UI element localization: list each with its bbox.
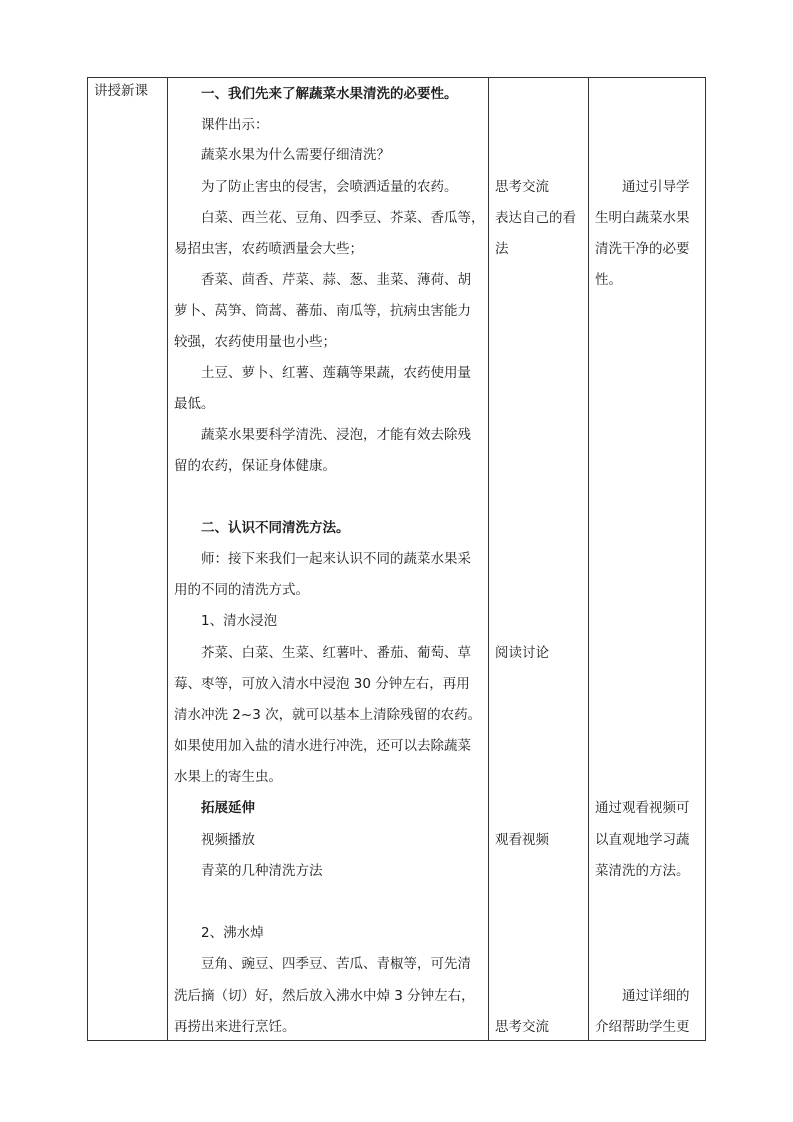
text-line: 师：接下来我们一起来认识不同的蔬菜水果采 (201, 551, 471, 567)
intent-text: 清洗干净的必要 (595, 241, 690, 257)
extension-title: 拓展延伸 (201, 800, 255, 816)
text-line: 易招虫害，农药喷洒量会大些； (174, 241, 363, 257)
activity-text: 思考交流 (495, 179, 549, 195)
text-line: 蔬菜水果要科学清洗、浸泡，才能有效去除残 (201, 427, 471, 443)
text-line: 芥菜、白菜、生菜、红薯叶、番茄、葡萄、草 (201, 645, 471, 661)
method-title: 2、沸水焯 (201, 925, 264, 941)
intent-text: 生明白蔬菜水果 (595, 210, 690, 226)
column-divider (167, 78, 168, 1040)
method-title: 1、清水浸泡 (201, 613, 278, 629)
video-name: 青菜的几种清洗方法 (201, 863, 323, 879)
text-line: 视频播放 (201, 832, 255, 848)
activity-text: 思考交流 (495, 1019, 549, 1035)
text-line: 用的不同的清洗方式。 (174, 582, 309, 598)
section-title: 二、认识不同清洗方法。 (201, 520, 350, 536)
text-line: 香菜、茴香、芹菜、蒜、葱、韭菜、薄荷、胡 (201, 272, 471, 288)
text-line: 萝卜、莴笋、筒蒿、蕃茄、南瓜等，抗病虫害能力 (174, 303, 471, 319)
section-title: 一、我们先来了解蔬菜水果清洗的必要性。 (201, 86, 458, 102)
text-line: 再捞出来进行烹饪。 (174, 1019, 296, 1035)
text-line: 较强，农药使用量也小些； (174, 334, 336, 350)
intent-text: 性。 (595, 272, 622, 288)
text-line: 留的农药，保证身体健康。 (174, 458, 336, 474)
text-line: 洗后摘（切）好，然后放入沸水中焯 3 分钟左右， (174, 988, 475, 1004)
column-divider (588, 78, 589, 1040)
text-line: 为了防止害虫的侵害，会喷洒适量的农药。 (201, 179, 458, 195)
text-line: 水果上的寄生虫。 (174, 769, 282, 785)
intent-text: 菜清洗的方法。 (595, 863, 690, 879)
intent-text: 通过观看视频可 (595, 800, 690, 816)
activity-text: 阅读讨论 (495, 645, 549, 661)
text-line: 清水冲洗 2~3 次，就可以基本上清除残留的农药。 (174, 707, 482, 723)
activity-text: 观看视频 (495, 832, 549, 848)
text-line: 白菜、西兰花、豆角、四季豆、芥菜、香瓜等， (201, 210, 485, 226)
activity-text: 法 (495, 241, 509, 257)
text-line: 土豆、萝卜、红薯、莲藕等果蔬，农药使用量 (201, 365, 471, 381)
column-divider (488, 78, 489, 1040)
text-line: 如果使用加入盐的清水进行冲洗，还可以去除蔬菜 (174, 738, 471, 754)
text-line: 莓、枣等，可放入清水中浸泡 30 分钟左右，再用 (174, 676, 470, 692)
stage-label: 讲授新课 (94, 83, 148, 99)
intent-text: 通过详细的 (622, 988, 690, 1004)
text-line: 豆角、豌豆、四季豆、苦瓜、青椒等，可先清 (201, 956, 471, 972)
intent-text: 通过引导学 (622, 179, 690, 195)
intent-text: 以直观地学习蔬 (595, 832, 690, 848)
text-line: 蔬菜水果为什么需要仔细清洗？ (201, 147, 390, 163)
activity-text: 表达自己的看 (495, 210, 576, 226)
intent-text: 介绍帮助学生更 (595, 1019, 690, 1035)
text-line: 课件出示： (201, 117, 269, 133)
text-line: 最低。 (174, 396, 215, 412)
